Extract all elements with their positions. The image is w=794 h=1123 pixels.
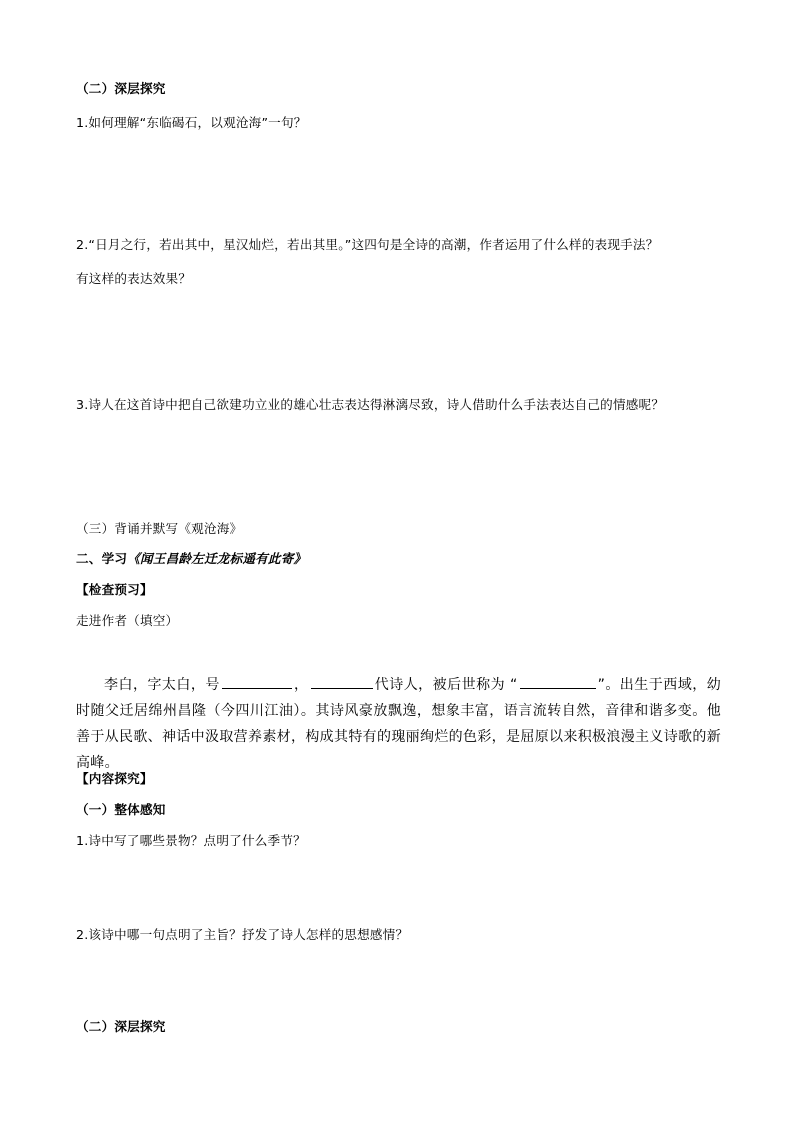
question-3: 3.诗人在这首诗中把自己欲建功立业的雄心壮志表达得淋漓尽致，诗人借助什么手法表达自己的情感呢？ [76,397,665,412]
section-2-poem-title: 《闻王昌龄左迁龙标遥有此寄》 [127,551,307,566]
blank-title[interactable] [520,674,596,689]
author-paragraph-part-3: ”。出生于西域，幼时随父迁居绵州昌隆（今四川江油）。其诗风豪放飘逸，想象丰富，语言流转自然，音律和谐多变。他善于从民歌、神话中汲取营养素材，构成其特有的瑰丽绚烂的色彩，是屈原以来积极浪漫主义诗歌的新高峰。 [76,677,721,771]
content-inquiry-heading: 【内容探究】 [76,771,153,786]
question-2-line-2: 有这样的表达效果？ [76,271,192,286]
author-paragraph-comma: ， [293,677,309,693]
blank-dynasty[interactable] [311,674,373,689]
preview-check-heading: 【检查预习】 [76,582,153,597]
poem-question-1: 1.诗中写了哪些景物？点明了什么季节？ [76,833,306,848]
poem-question-2: 2.该诗中哪一句点明了主旨？抒发了诗人怎样的思想感情？ [76,927,409,942]
blank-hao[interactable] [222,674,292,689]
section-heading-deep-inquiry: （二）深层探究 [76,81,166,96]
question-2-line-1: 2.“日月之行，若出其中，星汉灿烂，若出其里。”这四句是全诗的高潮，作者运用了什么样的表现手法？ [76,237,659,252]
section-2-title [76,550,306,568]
author-paragraph-part-1: 李白，字太白，号 [104,677,220,693]
overall-perception-heading: （一）整体感知 [76,802,166,817]
author-paragraph [76,672,721,776]
recite-heading: （三）背诵并默写《观沧海》 [76,521,243,536]
section-2-title-prefix: 二、学习 [76,551,128,566]
question-1: 1.如何理解“东临碣石，以观沧海”一句？ [76,115,307,130]
author-paragraph-part-2: 代诗人，被后世称为 “ [374,677,518,693]
author-intro-heading: 走进作者（填空） [76,613,179,628]
section-2-deep-inquiry-heading: （二）深层探究 [76,1019,166,1034]
